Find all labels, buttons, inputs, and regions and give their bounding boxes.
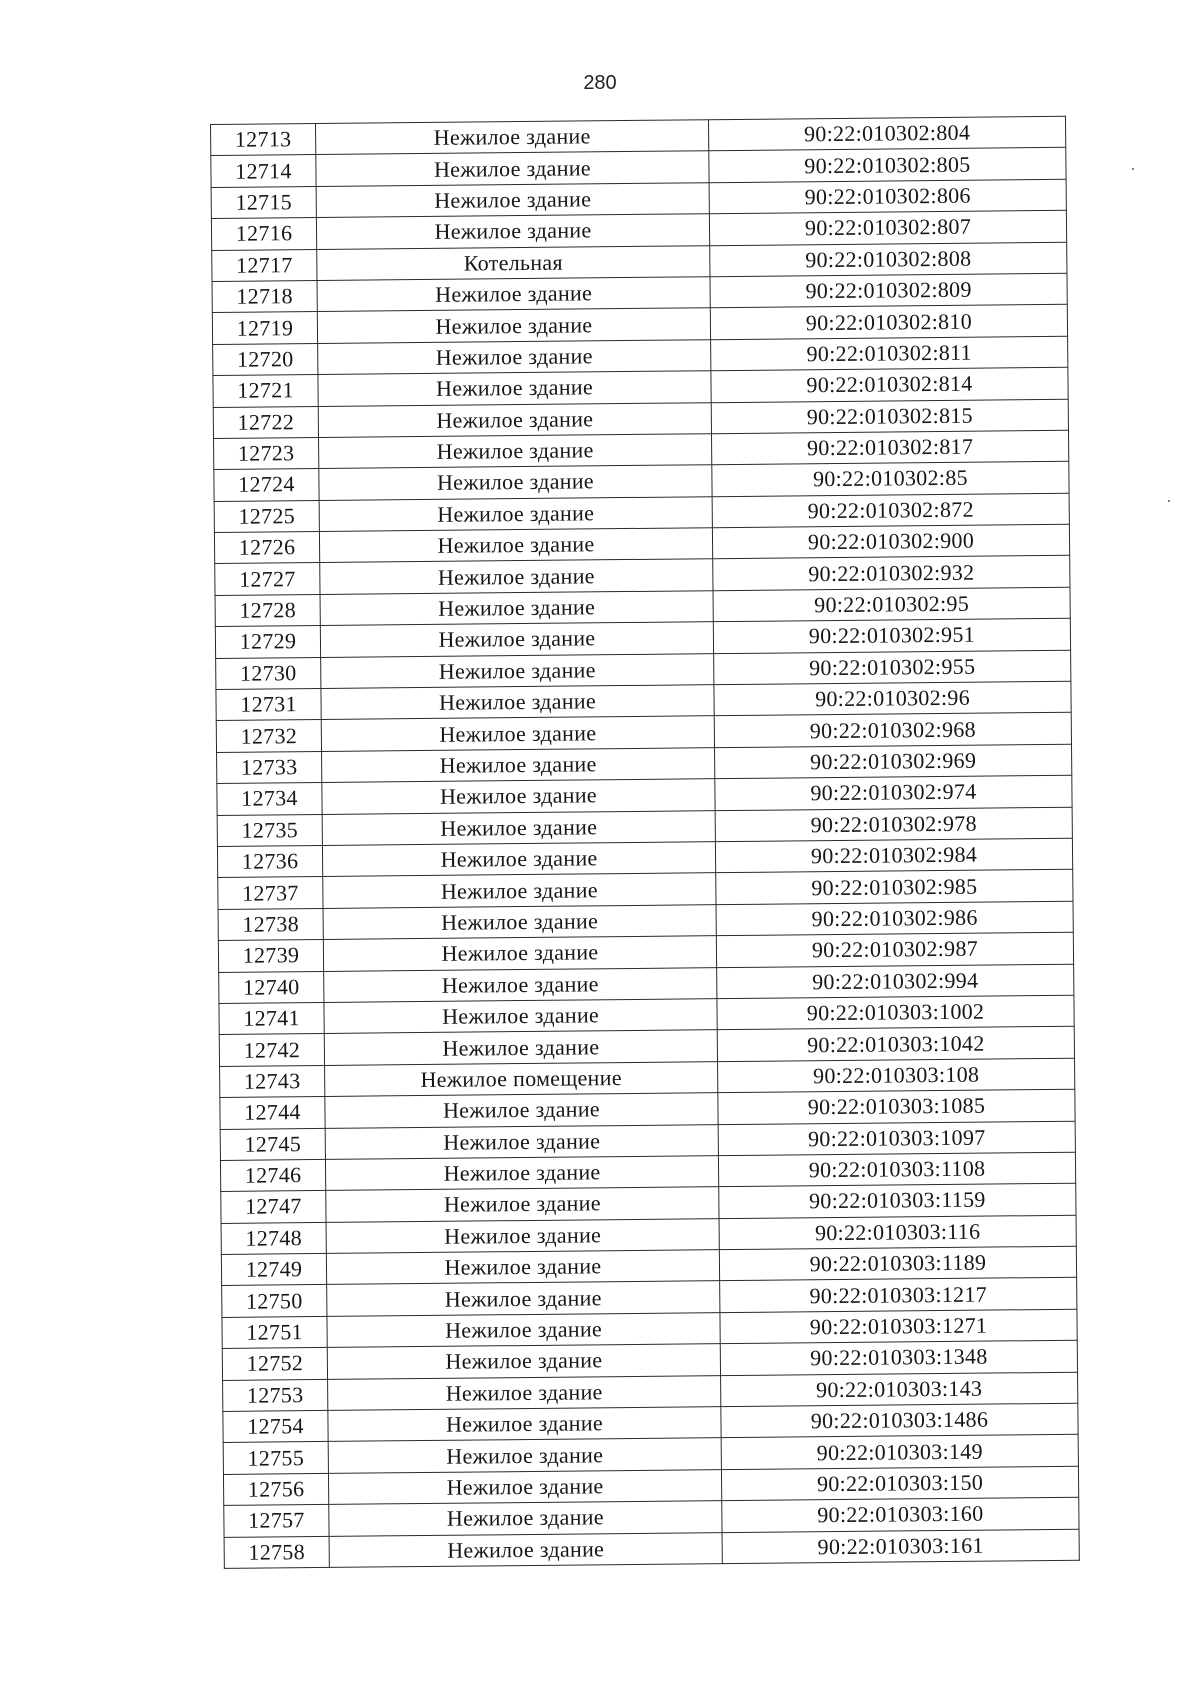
object-name-cell: Нежилое здание	[324, 1030, 717, 1065]
object-name-cell: Нежилое здание	[321, 653, 714, 688]
row-number-cell: 12756	[223, 1473, 328, 1505]
row-number-cell: 12748	[221, 1222, 326, 1254]
cadastral-number-cell: 90:22:010302:811	[711, 336, 1068, 371]
cadastral-number-cell: 90:22:010303:161	[722, 1529, 1079, 1564]
row-number-cell: 12746	[220, 1159, 325, 1191]
cadastral-number-cell: 90:22:010303:1002	[717, 995, 1074, 1030]
row-number-cell: 12716	[211, 218, 316, 250]
row-number-cell: 12739	[218, 940, 323, 972]
object-name-cell: Нежилое помещение	[325, 1061, 718, 1096]
object-name-cell: Котельная	[317, 245, 710, 280]
row-number-cell: 12714	[211, 155, 316, 187]
row-number-cell: 12715	[211, 186, 316, 218]
object-name-cell: Нежилое здание	[322, 747, 715, 782]
object-name-cell: Нежилое здание	[326, 1250, 719, 1285]
row-number-cell: 12754	[223, 1410, 328, 1442]
row-number-cell: 12720	[213, 343, 318, 375]
row-number-cell: 12717	[212, 249, 317, 281]
registry-table	[210, 116, 1080, 1569]
object-name-cell: Нежилое здание	[327, 1281, 720, 1316]
object-name-cell: Нежилое здание	[318, 339, 711, 374]
object-name-cell: Нежилое здание	[322, 779, 715, 814]
object-name-cell: Нежилое здание	[320, 622, 713, 657]
object-name-cell: Нежилое здание	[324, 967, 717, 1002]
row-number-cell: 12722	[213, 406, 318, 438]
cadastral-number-cell: 90:22:010303:1271	[720, 1309, 1077, 1344]
object-name-cell: Нежилое здание	[328, 1438, 721, 1473]
scan-speck	[1168, 500, 1170, 502]
cadastral-number-cell: 90:22:010302:951	[713, 619, 1070, 654]
cadastral-number-cell: 90:22:010303:1042	[717, 1027, 1074, 1062]
cadastral-number-cell: 90:22:010302:968	[714, 713, 1071, 748]
object-name-cell: Нежилое здание	[322, 842, 715, 877]
cadastral-number-cell: 90:22:010302:814	[711, 367, 1068, 402]
cadastral-number-cell: 90:22:010302:806	[709, 179, 1066, 214]
object-name-cell: Нежилое здание	[323, 936, 716, 971]
object-name-cell: Нежилое здание	[316, 182, 709, 217]
registry-table-body	[211, 116, 1080, 1568]
object-name-cell: Нежилое здание	[327, 1344, 720, 1379]
cadastral-number-cell: 90:22:010303:1348	[720, 1340, 1077, 1375]
object-name-cell: Нежилое здание	[329, 1532, 722, 1567]
object-name-cell: Нежилое здание	[319, 465, 712, 500]
cadastral-number-cell: 90:22:010302:974	[715, 775, 1072, 810]
object-name-cell: Нежилое здание	[319, 496, 712, 531]
cadastral-number-cell: 90:22:010302:984	[715, 838, 1072, 873]
row-number-cell: 12751	[222, 1316, 327, 1348]
cadastral-number-cell: 90:22:010302:987	[716, 932, 1073, 967]
row-number-cell: 12725	[214, 500, 319, 532]
object-name-cell: Нежилое здание	[323, 873, 716, 908]
row-number-cell: 12730	[216, 657, 321, 689]
row-number-cell: 12742	[219, 1034, 324, 1066]
cadastral-number-cell: 90:22:010303:116	[719, 1215, 1076, 1250]
cadastral-number-cell: 90:22:010302:85	[712, 462, 1069, 497]
row-number-cell: 12729	[215, 626, 320, 658]
row-number-cell: 12734	[217, 783, 322, 815]
row-number-cell: 12732	[216, 720, 321, 752]
object-name-cell: Нежилое здание	[325, 1093, 718, 1128]
cadastral-number-cell: 90:22:010303:1108	[718, 1152, 1075, 1187]
object-name-cell: Нежилое здание	[326, 1187, 719, 1222]
object-name-cell: Нежилое здание	[317, 308, 710, 343]
object-name-cell: Нежилое здание	[321, 716, 714, 751]
object-name-cell: Нежилое здание	[318, 371, 711, 406]
cadastral-number-cell: 90:22:010303:1486	[721, 1403, 1078, 1438]
cadastral-number-cell: 90:22:010302:932	[713, 556, 1070, 591]
row-number-cell: 12745	[220, 1128, 325, 1160]
row-number-cell: 12749	[221, 1253, 326, 1285]
page-number: 280	[583, 72, 617, 94]
cadastral-number-cell: 90:22:010302:978	[715, 807, 1072, 842]
object-name-cell: Нежилое здание	[315, 120, 708, 155]
row-number-cell: 12733	[217, 751, 322, 783]
cadastral-number-cell: 90:22:010303:1217	[720, 1278, 1077, 1313]
row-number-cell: 12724	[214, 469, 319, 501]
object-name-cell: Нежилое здание	[323, 904, 716, 939]
scan-speck	[1132, 168, 1134, 170]
cadastral-number-cell: 90:22:010302:817	[711, 430, 1068, 465]
object-name-cell: Нежилое здание	[326, 1218, 719, 1253]
object-name-cell: Нежилое здание	[320, 559, 713, 594]
object-name-cell: Нежилое здание	[316, 214, 709, 249]
cadastral-number-cell: 90:22:010302:808	[710, 242, 1067, 277]
row-number-cell: 12727	[215, 563, 320, 595]
row-number-cell: 12723	[214, 437, 319, 469]
row-number-cell: 12713	[211, 123, 316, 155]
cadastral-number-cell: 90:22:010302:805	[709, 148, 1066, 183]
cadastral-number-cell: 90:22:010302:900	[712, 524, 1069, 559]
cadastral-number-cell: 90:22:010303:1085	[718, 1089, 1075, 1124]
cadastral-number-cell: 90:22:010303:150	[721, 1466, 1078, 1501]
cadastral-number-cell: 90:22:010303:108	[718, 1058, 1075, 1093]
cadastral-number-cell: 90:22:010303:160	[722, 1497, 1079, 1532]
cadastral-number-cell: 90:22:010302:810	[710, 305, 1067, 340]
object-name-cell: Нежилое здание	[328, 1469, 721, 1504]
row-number-cell: 12736	[217, 845, 322, 877]
object-name-cell: Нежилое здание	[324, 999, 717, 1034]
row-number-cell: 12755	[223, 1442, 328, 1474]
row-number-cell: 12741	[219, 1002, 324, 1034]
object-name-cell: Нежилое здание	[328, 1375, 721, 1410]
cadastral-number-cell: 90:22:010303:143	[721, 1372, 1078, 1407]
object-name-cell: Нежилое здание	[325, 1124, 718, 1159]
row-number-cell: 12753	[223, 1379, 328, 1411]
object-name-cell: Нежилое здание	[329, 1501, 722, 1536]
cadastral-number-cell: 90:22:010302:986	[716, 901, 1073, 936]
row-number-cell: 12728	[215, 594, 320, 626]
object-name-cell: Нежилое здание	[328, 1407, 721, 1442]
row-number-cell: 12740	[219, 971, 324, 1003]
cadastral-number-cell: 90:22:010302:807	[709, 210, 1066, 245]
row-number-cell: 12743	[220, 1065, 325, 1097]
object-name-cell: Нежилое здание	[318, 402, 711, 437]
cadastral-number-cell: 90:22:010302:95	[713, 587, 1070, 622]
object-name-cell: Нежилое здание	[322, 810, 715, 845]
row-number-cell: 12750	[222, 1285, 327, 1317]
row-number-cell: 12752	[222, 1348, 327, 1380]
cadastral-number-cell: 90:22:010302:815	[711, 399, 1068, 434]
cadastral-number-cell: 90:22:010302:969	[715, 744, 1072, 779]
object-name-cell: Нежилое здание	[321, 685, 714, 720]
row-number-cell: 12747	[221, 1191, 326, 1223]
cadastral-number-cell: 90:22:010303:1159	[719, 1184, 1076, 1219]
registry-table-container	[210, 116, 1076, 1569]
row-number-cell: 12726	[214, 532, 319, 564]
row-number-cell: 12758	[224, 1536, 329, 1568]
row-number-cell: 12718	[212, 280, 317, 312]
cadastral-number-cell: 90:22:010302:872	[712, 493, 1069, 528]
object-name-cell: Нежилое здание	[320, 591, 713, 626]
cadastral-number-cell: 90:22:010303:1189	[719, 1246, 1076, 1281]
object-name-cell: Нежилое здание	[319, 528, 712, 563]
row-number-cell: 12738	[218, 908, 323, 940]
cadastral-number-cell: 90:22:010302:804	[708, 116, 1065, 151]
cadastral-number-cell: 90:22:010302:955	[714, 650, 1071, 685]
cadastral-number-cell: 90:22:010303:1097	[718, 1121, 1075, 1156]
cadastral-number-cell: 90:22:010302:985	[716, 870, 1073, 905]
row-number-cell: 12719	[212, 312, 317, 344]
object-name-cell: Нежилое здание	[317, 277, 710, 312]
cadastral-number-cell: 90:22:010302:96	[714, 681, 1071, 716]
row-number-cell: 12757	[224, 1505, 329, 1537]
cadastral-number-cell: 90:22:010302:994	[717, 964, 1074, 999]
cadastral-number-cell: 90:22:010303:149	[721, 1435, 1078, 1470]
row-number-cell: 12735	[217, 814, 322, 846]
object-name-cell: Нежилое здание	[325, 1156, 718, 1191]
object-name-cell: Нежилое здание	[316, 151, 709, 186]
object-name-cell: Нежилое здание	[327, 1313, 720, 1348]
row-number-cell: 12744	[220, 1097, 325, 1129]
row-number-cell: 12721	[213, 375, 318, 407]
row-number-cell: 12731	[216, 688, 321, 720]
cadastral-number-cell: 90:22:010302:809	[710, 273, 1067, 308]
row-number-cell: 12737	[218, 877, 323, 909]
object-name-cell: Нежилое здание	[319, 434, 712, 469]
